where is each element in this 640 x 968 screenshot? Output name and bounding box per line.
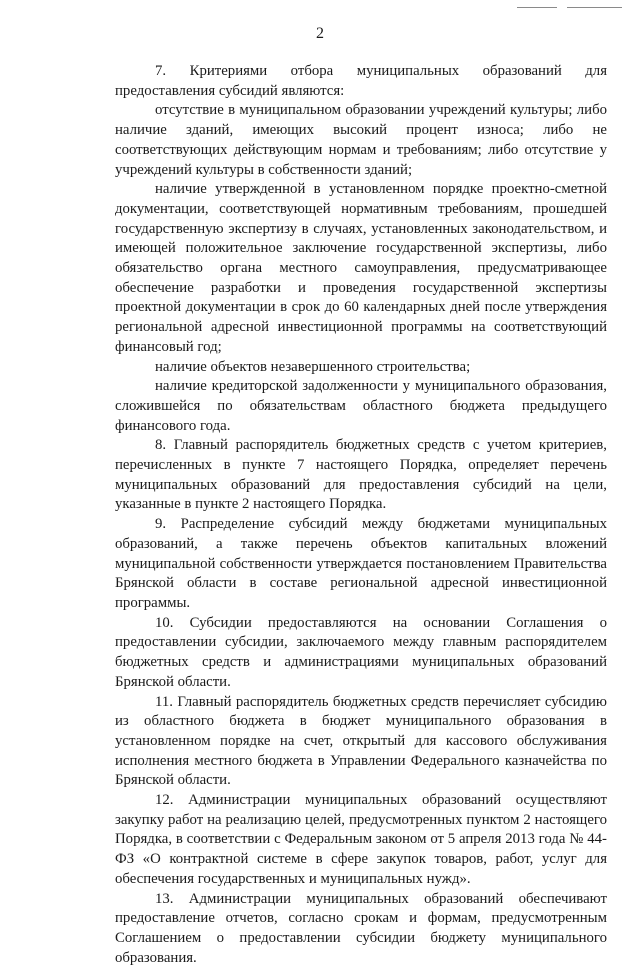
paragraph-12: 12. Администрации муниципальных образований осуществляют закупку работ на реализацию целей, предусмотренных пунктом 2 настоящего Порядка, в соответствии с Федеральным законом от 5 апреля 2013 года № 44-ФЗ «О контрактной системе в сфере закупок товаров, работ, услуг для обеспечения государственных и муниципальных нужд». [115,792,607,887]
page-number: 2 [316,25,324,42]
document-body [115,62,607,968]
criterion-no-culture-buildings: отсутствие в муниципальном образовании учреждений культуры; либо наличие зданий, имеющих высокий процент износа; либо не соответствующих действующим нормам и требованиям; либо отсутствие у учреждений культуры в собственности зданий; [115,102,607,178]
paragraph-7-criteria: 7. Критериями отбора муниципальных образований для предоставления субсидий являются: [115,63,607,99]
paragraph-8: 8. Главный распорядитель бюджетных средств с учетом критериев, перечисленных в пункте 7 настоящего Порядка, определяет перечень муниципальных образований для предоставления субсидий на цели, указанные в пункте 2 настоящего Порядка. [115,437,607,513]
criterion-unfinished-construction: наличие объектов незавершенного строительства; [155,358,471,375]
header-rule-segment [517,7,557,8]
header-rule-segment [567,7,622,8]
paragraph-13: 13. Администрации муниципальных образований обеспечивают предоставление отчетов, согласно срокам и формам, предусмотренным Соглашением о предоставлении субсидии бюджету муниципального образования. [115,890,607,966]
criterion-creditor-debt: наличие кредиторской задолженности у муниципального образования, сложившейся по обязательствам областного бюджета предыдущего финансового года. [115,378,607,434]
criterion-project-documentation: наличие утвержденной в установленном порядке проектно-сметной документации, соответствующей нормативным требованиям, прошедшей государственную экспертизу в случаях, установленных законодательством, и имеющей положительное заключение государственной экспертизы, либо обязательство органа местного самоуправления, предусматривающее обеспечение разработки и проведения государственной экспертизы проектной документации в срок до 60 календарных дней после утверждения региональной адресной инвестиционной программы на соответствующий финансовый год; [115,181,607,355]
paragraph-10: 10. Субсидии предоставляются на основании Соглашения о предоставлении субсидии, заключаемого между главным распорядителем бюджетных средств и администрациями муниципальных образований Брянской области. [115,614,607,690]
paragraph-11: 11. Главный распорядитель бюджетных средств перечисляет субсидию из областного бюджета в бюджет муниципального образования в установленном порядке на счет, открытый для кассового обслуживания исполнения местного бюджета в Управлении Федерального казначейства по Брянской области. [115,693,607,789]
header-rule [517,7,622,9]
paragraph-9: 9. Распределение субсидий между бюджетами муниципальных образований, а также перечень объектов капитальных вложений муниципальной собственности утверждается постановлением Правительства Брянской области в составе региональной адресной инвестиционной программы. [115,516,607,611]
